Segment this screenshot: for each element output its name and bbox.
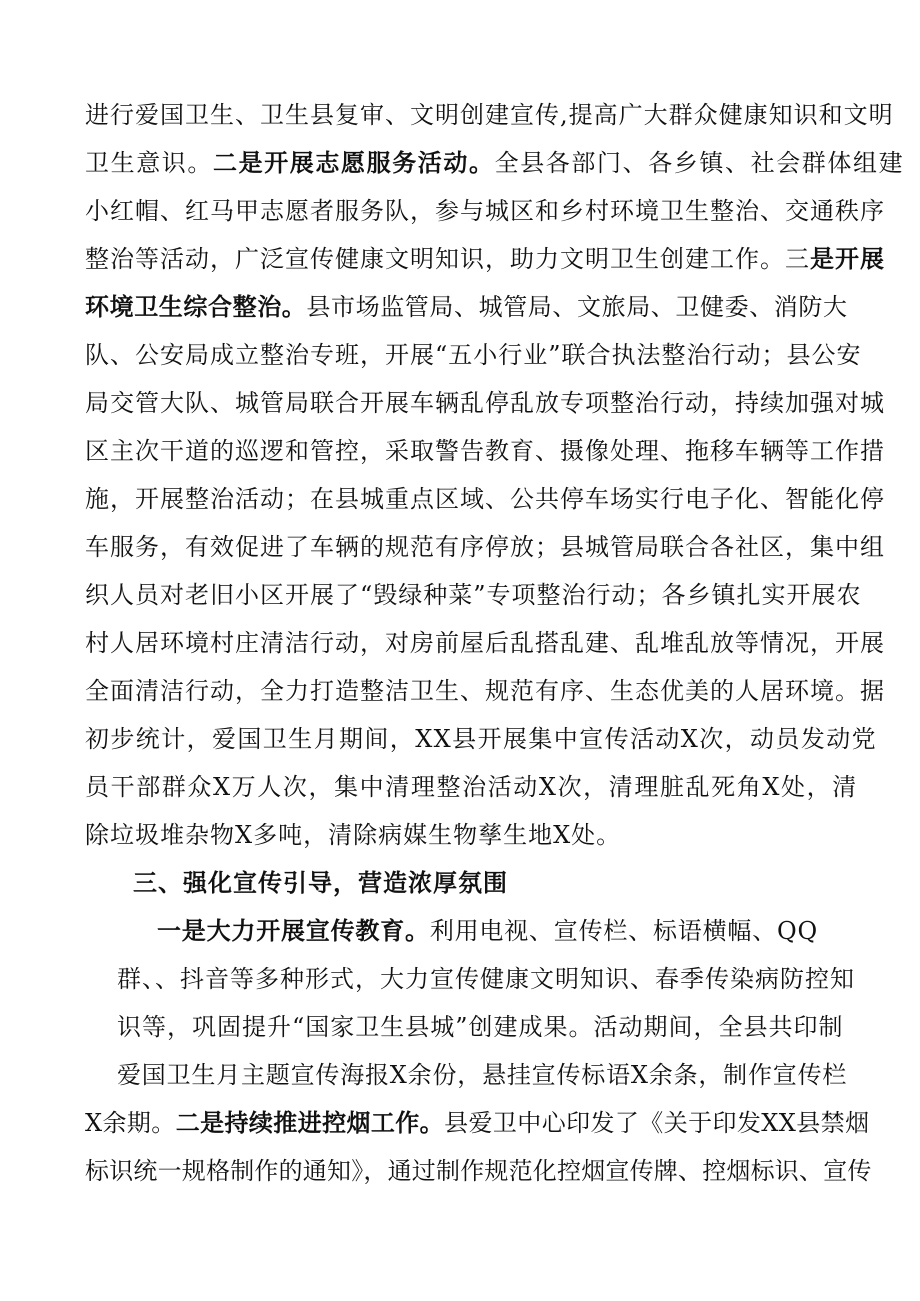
bold-run: 二是开展志愿服务活动。 [213, 148, 495, 177]
text-run: 县爱卫中心印发了《关于印发XX县禁烟 [444, 1109, 870, 1137]
bold-run: 二是持续推进控烟工作。 [175, 1108, 445, 1137]
bold-run: 环境卫生综合整治。 [85, 292, 307, 321]
text-run: 县市场监管局、城管局、文旅局、卫健委、消防大 [306, 293, 848, 321]
section-heading [133, 868, 508, 898]
text-run: 初步统计，爱国卫生月期间，XX县开展集中宣传活动X次，动员发动党 [85, 725, 878, 753]
paragraph-line [85, 820, 621, 850]
text-run: 织人员对老旧小区开展了“毁绿种菜”专项整治行动；各乡镇扎实开展农 [85, 581, 862, 609]
text-run: 爱国卫生月主题宣传海报X余份，悬挂宣传标语X余条，制作宣传栏 [117, 1061, 848, 1089]
text-run: 小红帽、红马甲志愿者服务队，参与城区和乡村环境卫生整治、交通秩序 [85, 197, 885, 225]
paragraph-line [85, 436, 885, 466]
text-run: 进行爱国卫生、卫生县复审、文明创建宣传,提高广大群众健康知识和文明 [85, 101, 894, 129]
text-run: 除垃圾堆杂物X多吨，清除病媒生物孳生地X处。 [85, 821, 622, 849]
text-run: 识等，巩固提升“国家卫生县城”创建成果。活动期间，全县共印制 [117, 1013, 844, 1041]
paragraph-line [85, 676, 885, 706]
text-run: 局交管大队、城管局联合开展车辆乱停乱放专项整治行动，持续加强对城 [85, 389, 885, 417]
text-run: 区主次干道的巡逻和管控，采取警告教育、摄像处理、拖移车辆等工作措 [85, 437, 885, 465]
bold-run: 一是大力开展宣传教育。 [157, 916, 430, 945]
paragraph-line [85, 100, 894, 130]
paragraph-line [85, 580, 862, 610]
paragraph-line [85, 1108, 869, 1138]
paragraph-line [85, 484, 885, 514]
text-run: X余期。 [85, 1109, 176, 1137]
paragraph-line [85, 388, 885, 418]
text-run: 全面清洁行动，全力打造整洁卫生、规范有序、生态优美的人居环境。据 [85, 677, 885, 705]
text-run: 卫生意识。 [85, 149, 213, 177]
text-run: 标识统一规格制作的通知》，通过制作规范化控烟宣传牌、控烟标识、宣传 [85, 1157, 872, 1185]
text-run: 队、公安局成立整治专班，开展“五小行业”联合执法整治行动；县公安 [85, 341, 862, 369]
paragraph-line [117, 964, 855, 994]
text-run: 村人居环境村庄清洁行动，对房前屋后乱搭乱建、乱堆乱放等情况，开展 [85, 629, 885, 657]
paragraph-line [85, 196, 885, 226]
text-run: 群、、抖音等多种形式，大力宣传健康文明知识、春季传染病防控知 [117, 965, 855, 993]
paragraph-line [85, 724, 877, 754]
paragraph-line [85, 244, 885, 274]
text-run: 全县各部门、各乡镇、社会群体组建 [494, 149, 905, 177]
paragraph-line [85, 628, 885, 658]
paragraph-line [85, 532, 885, 562]
bold-run: 是开展 [810, 244, 885, 273]
bold-run: 三、强化宣传引导，营造浓厚氛围 [133, 868, 508, 897]
paragraph-line [85, 148, 904, 178]
text-run: 施，开展整治活动；在县城重点区域、公共停车场实行电子化、智能化停 [85, 485, 885, 513]
paragraph-line [85, 292, 848, 322]
paragraph-line [85, 1156, 872, 1186]
paragraph-line [157, 916, 818, 946]
paragraph-line [117, 1012, 844, 1042]
text-run: 车服务，有效促进了车辆的规范有序停放；县城管局联合各社区，集中组 [85, 533, 885, 561]
text-run: 员干部群众X万人次，集中清理整治活动X次，清理脏乱死角X处，清 [85, 773, 858, 801]
paragraph-line [85, 772, 858, 802]
text-run: 利用电视、宣传栏、标语横幅、QQ [429, 917, 818, 945]
text-run: 整治等活动，广泛宣传健康文明知识，助力文明卫生创建工作。三 [85, 245, 810, 273]
paragraph-line [117, 1060, 847, 1090]
paragraph-line [85, 340, 862, 370]
